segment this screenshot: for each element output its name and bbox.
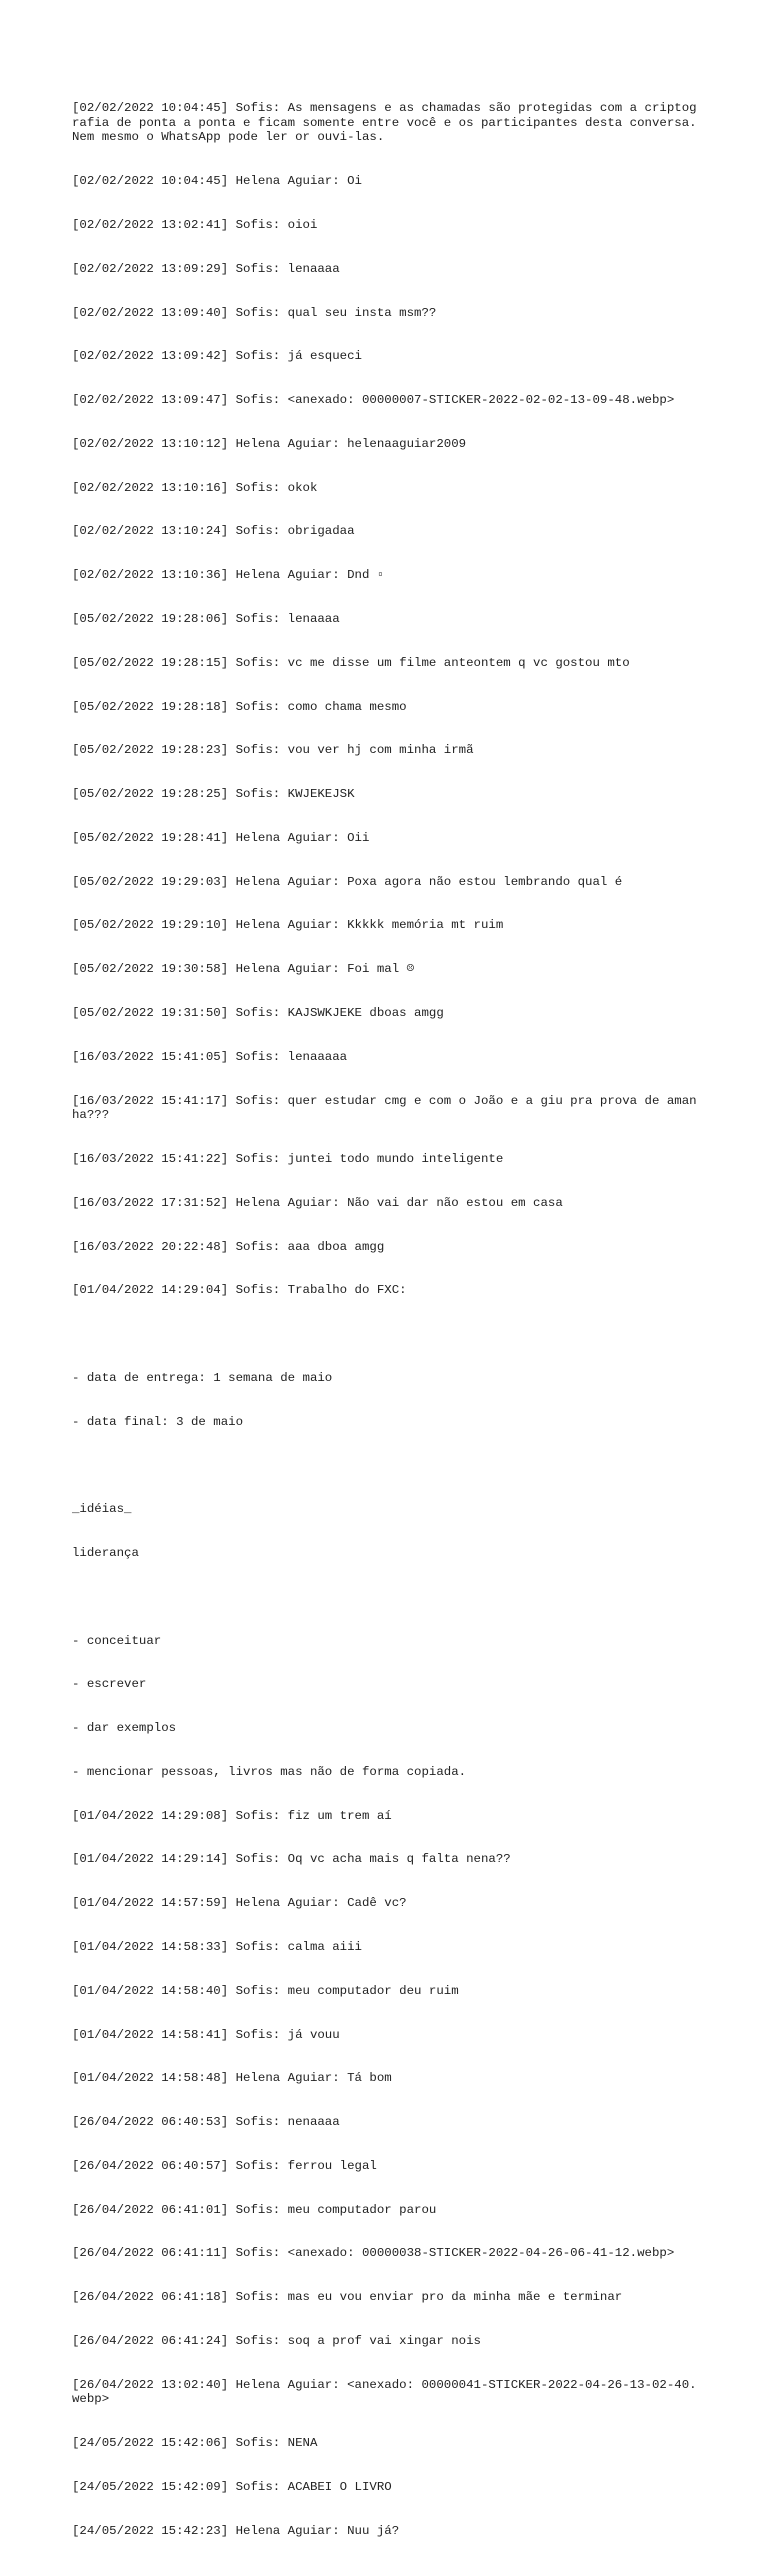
message-line: [02/02/2022 10:04:45] Sofis: As mensagens e as chamadas são protegidas com a criptografia de ponta a ponta e ficam somente entre você e os participantes desta conversa. Nem mesmo o WhatsApp pode ler or ouvi-las. [72,101,705,145]
message-line: [24/05/2022 15:42:23] Helena Aguiar: Nuu já? [72,2523,400,2538]
message-line: - mencionar pessoas, livros mas não de forma copiada. [72,1764,467,1779]
message-line: [02/02/2022 13:02:41] Sofis: oioi [72,217,318,232]
message-line: [05/02/2022 19:28:18] Sofis: como chama mesmo [72,699,407,714]
message-line: [16/03/2022 20:22:48] Sofis: aaa dboa amgg [72,1239,385,1254]
message-line: [02/02/2022 13:09:40] Sofis: qual seu insta msm?? [72,305,437,320]
message-line: [05/02/2022 19:30:58] Helena Aguiar: Foi mal ☹ [72,962,415,977]
message-line: [05/02/2022 19:29:03] Helena Aguiar: Poxa agora não estou lembrando qual é [72,874,623,889]
message-line: [01/04/2022 14:29:14] Sofis: Oq vc acha mais q falta nena?? [72,1852,511,1867]
message-line: [05/02/2022 19:28:41] Helena Aguiar: Oii [72,830,370,845]
message-line: [26/04/2022 06:41:01] Sofis: meu computador parou [72,2202,437,2217]
message-line: [02/02/2022 13:09:47] Sofis: <anexado: 00000007-STICKER-2022-02-02-13-09-48.webp> [72,393,675,408]
message-line: [01/04/2022 14:58:33] Sofis: calma aiii [72,1940,362,1954]
message-line: [02/02/2022 10:04:45] Helena Aguiar: Oi [72,174,362,189]
message-line: - data de entrega: 1 semana de maio [72,1370,333,1385]
message-line: [05/02/2022 19:28:06] Sofis: lenaaaa [72,611,340,626]
message-line: [26/04/2022 13:02:40] Helena Aguiar: <anexado: 00000041-STICKER-2022-04-26-13-02-40.webp> [72,2377,697,2407]
message-line [72,1327,698,1342]
chat-transcript [72,72,705,2553]
message-line: [26/04/2022 06:41:11] Sofis: <anexado: 00000038-STICKER-2022-04-26-06-41-12.webp> [72,2246,675,2261]
message-line: [02/02/2022 13:09:29] Sofis: lenaaaa [72,261,340,276]
message-line: [01/04/2022 14:58:41] Sofis: já vouu [72,2027,340,2042]
message-line: [05/02/2022 19:31:50] Sofis: KAJSWKJEKE dboas amgg [72,1006,444,1020]
message-line [72,1458,698,1473]
message-line: [26/04/2022 06:40:53] Sofis: nenaaaa [72,2115,340,2130]
message-line: [16/03/2022 15:41:17] Sofis: quer estudar cmg e com o João e a giu pra prova de amanha??? [72,1093,697,1123]
message-line: [26/04/2022 06:40:57] Sofis: ferrou legal [72,2158,377,2173]
message-line: [02/02/2022 13:10:24] Sofis: obrigadaa [72,524,355,539]
message-line: [16/03/2022 15:41:05] Sofis: lenaaaaa [72,1049,348,1064]
message-line [72,1590,698,1605]
message-line: [05/02/2022 19:29:10] Helena Aguiar: Kkkkk memória mt ruim [72,918,504,933]
message-line: - dar exemplos [72,1721,177,1736]
message-line: [05/02/2022 19:28:15] Sofis: vc me disse um filme anteontem q vc gostou mto [72,655,630,670]
message-line: [16/03/2022 17:31:52] Helena Aguiar: Não vai dar não estou em casa [72,1195,563,1210]
message-line: [01/04/2022 14:29:08] Sofis: fiz um trem aí [72,1808,392,1823]
message-line: [24/05/2022 15:42:09] Sofis: ACABEI O LIVRO [72,2479,392,2494]
message-line: [02/02/2022 13:09:42] Sofis: já esqueci [72,349,362,364]
message-line: liderança [72,1545,139,1560]
message-line: [02/02/2022 13:10:36] Helena Aguiar: Dnd ▫ [72,568,385,583]
message-line: [02/02/2022 13:10:12] Helena Aguiar: helenaaguiar2009 [72,436,467,451]
message-line: [24/05/2022 15:42:06] Sofis: NENA [72,2436,318,2451]
message-line: - conceituar [72,1633,162,1648]
message-line: [02/02/2022 13:10:16] Sofis: okok [72,480,318,495]
message-line: [01/04/2022 14:58:48] Helena Aguiar: Tá bom [72,2071,392,2086]
message-line: [01/04/2022 14:58:40] Sofis: meu computador deu ruim [72,1983,459,1998]
message-line: _idéias_ [72,1502,132,1517]
message-line: [26/04/2022 06:41:24] Sofis: soq a prof vai xingar nois [72,2334,481,2349]
message-line: - escrever [72,1677,147,1692]
message-line: [05/02/2022 19:28:25] Sofis: KWJEKEJSK [72,787,355,802]
message-line: [16/03/2022 15:41:22] Sofis: juntei todo mundo inteligente [72,1151,504,1166]
message-line: - data final: 3 de maio [72,1414,244,1429]
message-line: [05/02/2022 19:28:23] Sofis: vou ver hj com minha irmã [72,743,474,758]
message-line: [01/04/2022 14:57:59] Helena Aguiar: Cadê vc? [72,1896,407,1911]
message-line: [26/04/2022 06:41:18] Sofis: mas eu vou enviar pro da minha mãe e terminar [72,2290,623,2305]
message-line: [01/04/2022 14:29:04] Sofis: Trabalho do FXC: [72,1283,407,1298]
